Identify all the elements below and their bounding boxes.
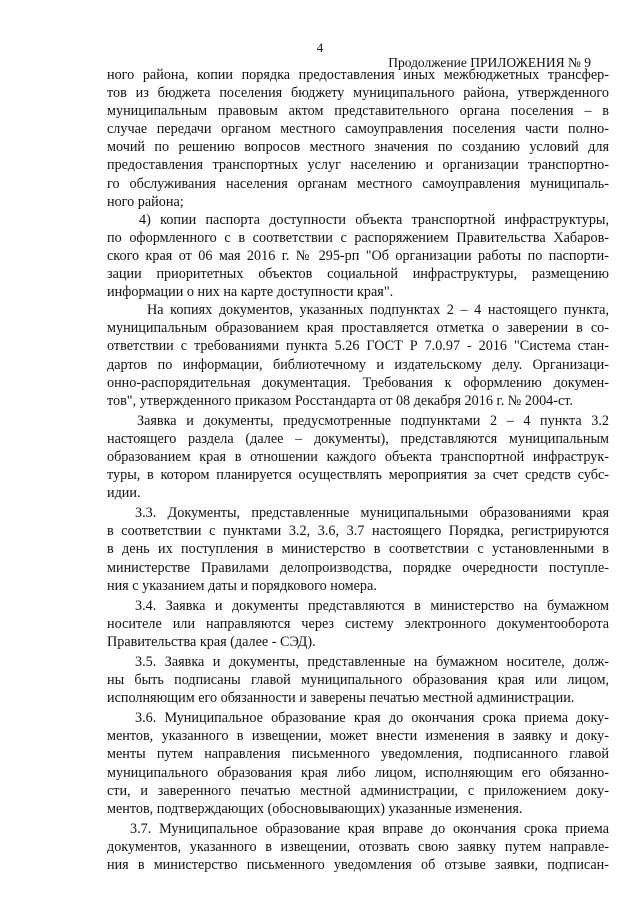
text-line: 3.4. Заявка и документы представляются в министерство на бумажном xyxy=(135,597,609,614)
text-line: сти, и заверенного печатью местной администрации, с приложением доку- xyxy=(107,782,609,799)
paragraph xyxy=(107,211,609,301)
text-line: информации о них на карте доступности края". xyxy=(107,284,394,301)
text-line: в день их поступления в министерство в соответствии с установленными в xyxy=(107,541,609,558)
text-line: го обслуживания населения органам местного самоуправления муниципаль- xyxy=(107,175,609,192)
paragraph xyxy=(107,653,609,707)
text-line: носителе или направляются через систему электронного документооборота xyxy=(107,615,609,632)
paragraph xyxy=(107,412,609,502)
paragraph xyxy=(107,709,609,818)
text-line: министерстве Правилами делопроизводства, порядке очередности поступле- xyxy=(107,559,609,576)
text-line: в соответствии с пунктами 3.2, 3.6, 3.7 настоящего Порядка, регистрируются xyxy=(107,523,609,540)
text-line: ментов, указанного в извещении, может внести изменения в заявку и доку- xyxy=(107,728,609,745)
text-line: идии. xyxy=(107,485,141,502)
text-line: 3.6. Муниципальное образование края до окончания срока приема доку- xyxy=(135,710,609,727)
text-line: дартов по информации, библиотечному и издательскому делу. Организаци- xyxy=(107,356,609,373)
page-number: 4 xyxy=(316,40,324,55)
text-line: онно-распорядительная документация. Требования к оформлению докумен- xyxy=(107,374,609,391)
text-line: ментов, подтверждающих (обосновывающих) указанные изменения. xyxy=(107,800,523,817)
paragraph xyxy=(107,66,609,211)
text-line: 3.5. Заявка и документы, представленные на бумажном носителе, долж- xyxy=(135,654,609,670)
text-line: ния с указанием даты и порядкового номера. xyxy=(107,577,377,594)
text-line: муниципальным правовым актом представительного органа поселения – в xyxy=(107,103,609,120)
text-line: ского края от 06 мая 2016 г. № 295-рп "Об организации работы по паспорти- xyxy=(107,247,609,264)
text-line: ния в министерство письменного уведомления об отзыве заявки, подписан- xyxy=(107,857,609,874)
text-line: по оформленного с в соответствии с распоряжением Правительства Хабаров- xyxy=(107,229,609,246)
text-line: Правительства края (далее - СЭД). xyxy=(107,633,316,650)
text-line: Заявка и документы, предусмотренные подпунктами 2 – 4 пункта 3.2 xyxy=(137,412,609,429)
text-line: 4) копии паспорта доступности объекта транспортной инфраструктуры, xyxy=(139,211,609,228)
text-line: 3.7. Муниципальное образование края вправе до окончания срока приема xyxy=(130,820,609,837)
text-line: ответствии с требованиями пункта 5.26 ГОСТ Р 7.0.97 - 2016 "Система стан- xyxy=(107,338,609,355)
text-line: 3.3. Документы, представленные муниципальными образованиями края xyxy=(135,505,609,522)
text-line: тов из бюджета поселения бюджету муниципального района, утвержденного xyxy=(107,85,609,102)
text-line: туры, в котором планируется осуществлять мероприятия за счет средств субс- xyxy=(107,467,609,484)
appendix-continuation-label: Продолжение ПРИЛОЖЕНИЯ № 9 xyxy=(388,55,591,70)
text-line: тов", утвержденного приказом Росстандарта от 08 декабря 2016 г. № 2004-ст. xyxy=(107,392,573,409)
text-line: мочий по решению вопросов местного значения по созданию условий для xyxy=(107,139,609,156)
text-line: муниципального образования края либо лицом, исполняющим его обязанно- xyxy=(107,764,609,781)
text-line: зации приоритетных объектов социальной инфраструктуры, размещению xyxy=(107,266,609,283)
text-line: На копиях документов, указанных подпунктах 2 – 4 настоящего пункта, xyxy=(147,302,609,319)
text-line: настоящего раздела (далее – документы), представляются муниципальным xyxy=(107,430,609,447)
body-text xyxy=(107,66,609,874)
text-line: документов, указанного в извещении, отозвать свою заявку путем направле- xyxy=(107,838,609,855)
text-line: муниципальным образованием края проставляется отметка о заверении в со- xyxy=(107,320,609,337)
paragraph xyxy=(107,504,609,594)
text-line: случае передачи органом местного самоуправления поселения части полно- xyxy=(107,121,609,138)
text-line: образованием края в отношении каждого объекта транспортной инфраструк- xyxy=(107,448,609,465)
paragraph xyxy=(107,820,609,874)
text-line: исполняющим его обязанности и заверены печатью местной администрации. xyxy=(107,690,575,707)
text-line: предоставления транспортных услуг населению и организации транспортно- xyxy=(107,157,609,174)
text-line: ны быть подписаны главой муниципального образования края или лицом, xyxy=(107,672,609,689)
paragraph xyxy=(107,597,609,651)
text-line: менты путем направления письменного уведомления, подписанного главой xyxy=(107,746,609,763)
text-line: ного района; xyxy=(107,193,184,210)
text-line: ного района, копии порядка предоставления иных межбюджетных трансфер- xyxy=(107,67,609,83)
paragraph xyxy=(107,301,609,410)
